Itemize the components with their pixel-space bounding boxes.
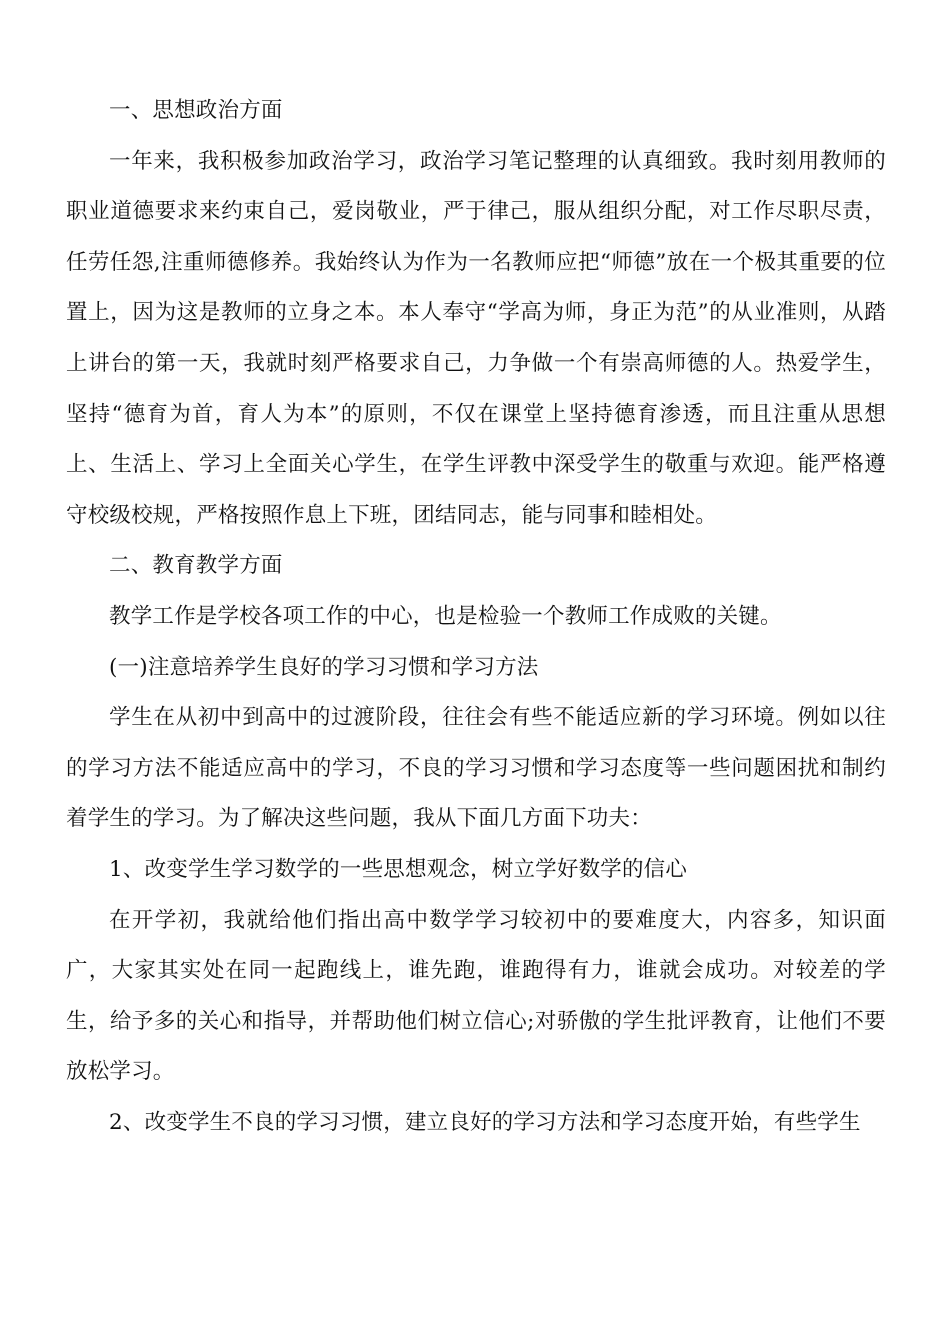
section-heading-ideology: 一、思想政治方面 — [109, 98, 283, 123]
document-page — [66, 86, 886, 1148]
paragraph-ideology-body: 一年来，我积极参加政治学习，政治学习笔记整理的认真细致。我时刻用教师的职业道德要求来约束自己，爱岗敬业，严于律己，服从组织分配，对工作尽职尽责，任劳任怨,注重师德修养。我始终认为作为一名教师应把“师德”放在一个极其重要的位置上，因为这是教师的立身之本。本人奉守“学高为师，身正为范”的从业准则，从踏上讲台的第一天，我就时刻严格要求自己，力争做一个有崇高师德的人。热爱学生，坚持“德育为首，育人为本”的原则，不仅在课堂上坚持德育渗透，而且注重从思想上、生活上、学习上全面关心学生，在学生评教中深受学生的敬重与欢迎。能严格遵守校级校规，严格按照作息上下班，团结同志，能与同事和睦相处。 — [66, 148, 886, 528]
paragraph-teaching-intro: 教学工作是学校各项工作的中心，也是检验一个教师工作成败的关键。 — [109, 603, 782, 629]
item-heading-1: 1、改变学生学习数学的一些思想观念，树立学好数学的信心 — [109, 856, 688, 882]
section-heading-teaching: 二、教育教学方面 — [109, 553, 283, 579]
paragraph-confidence: 在开学初，我就给他们指出高中数学学习较初中的要难度大，内容多，知识面广，大家其实处在同一起跑线上，谁先跑，谁跑得有力，谁就会成功。对较差的学生，给予多的关心和指导，并帮助他们树立信心;对骄傲的学生批评教育，让他们不要放松学习。 — [66, 907, 886, 1085]
subsection-heading-habits: (一)注意培养学生良好的学习习惯和学习方法 — [109, 654, 539, 680]
paragraph-transition: 学生在从初中到高中的过渡阶段，往往会有些不能适应新的学习环境。例如以往的学习方法不能适应高中的学习，不良的学习习惯和学习态度等一些问题困扰和制约着学生的学习。为了解决这些问题，我从下面几方面下功夫： — [66, 705, 886, 832]
paragraph-item-2: 2、改变学生不良的学习习惯，建立良好的学习方法和学习态度开始，有些学生 — [109, 1109, 861, 1135]
